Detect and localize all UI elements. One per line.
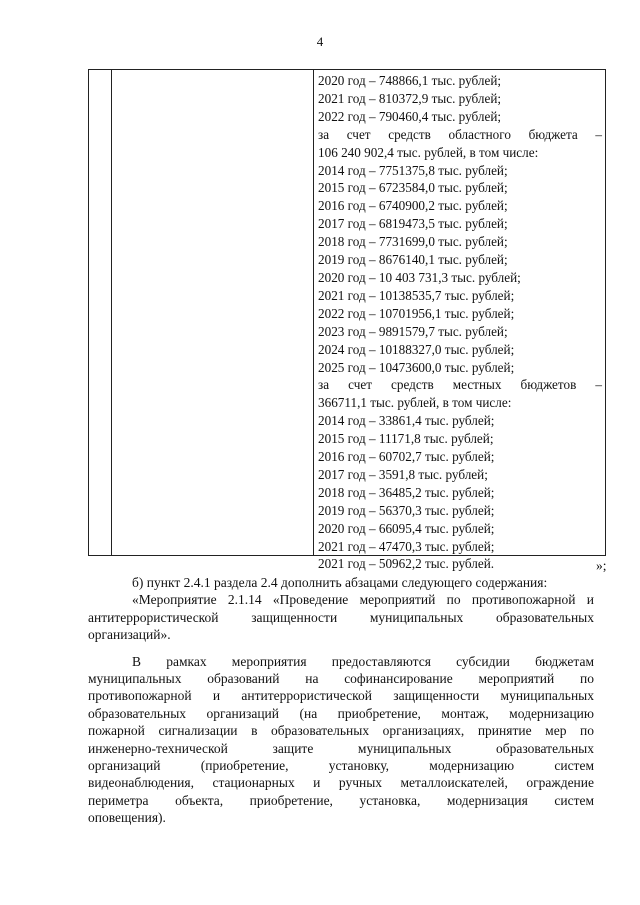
measure-description-line: образовательных организаций (на приобретение, монтаж, модернизацию <box>88 705 594 721</box>
funding-line: 2014 год – 7751375,8 тыс. рублей; <box>318 162 508 178</box>
funding-line: 2019 год – 56370,3 тыс. рублей; <box>318 502 495 518</box>
measure-title-line: «Мероприятие 2.1.14 «Проведение мероприятий по противопожарной и <box>132 592 594 608</box>
funding-line: 2020 год – 748866,1 тыс. рублей; <box>318 73 502 88</box>
funding-line: 2015 год – 11171,8 тыс. рублей; <box>318 431 494 447</box>
funding-line: 366711,1 тыс. рублей, в том числе: <box>318 395 512 411</box>
funding-line: 2017 год – 3591,8 тыс. рублей; <box>318 466 488 482</box>
funding-line: 2018 год – 36485,2 тыс. рублей; <box>318 484 495 500</box>
funding-line: 2014 год – 33861,4 тыс. рублей; <box>318 413 495 429</box>
funding-line: 2022 год – 790460,4 тыс. рублей; <box>318 108 502 124</box>
funding-line: 2017 год – 6819473,5 тыс. рублей; <box>318 216 508 232</box>
funding-line: за счет средств областного бюджета – <box>318 126 602 142</box>
funding-line: 2018 год – 7731699,0 тыс. рублей; <box>318 234 508 250</box>
funding-line: 2020 год – 10 403 731,3 тыс. рублей; <box>318 269 521 285</box>
table-column-divider <box>111 70 112 555</box>
measure-description-line: периметра объекта, приобретение, установка, модернизация систем <box>88 792 594 808</box>
measure-description-line: организаций (приобретение, установку, модернизацию систем <box>88 758 594 774</box>
table-column-divider <box>313 70 314 555</box>
measure-title <box>88 591 594 643</box>
measure-description <box>88 653 594 827</box>
funding-line: 2024 год – 10188327,0 тыс. рублей; <box>318 341 515 357</box>
funding-line: 2016 год – 6740900,2 тыс. рублей; <box>318 198 508 214</box>
measure-title-line: организаций». <box>88 627 171 643</box>
funding-line: 2023 год – 9891579,7 тыс. рублей; <box>318 323 508 339</box>
funding-line: 2016 год – 60702,7 тыс. рублей; <box>318 449 495 465</box>
measure-title-line: антитеррористической защищенности муниципальных образовательных <box>88 609 594 625</box>
funding-line: 2015 год – 6723584,0 тыс. рублей; <box>318 180 508 196</box>
funding-line: 2021 год – 810372,9 тыс. рублей; <box>318 90 502 106</box>
funding-line: 2021 год – 10138535,7 тыс. рублей; <box>318 287 515 303</box>
measure-description-line: видеонаблюдения, стационарных и ручных металлоискателей, ограждение <box>88 775 594 791</box>
document-body <box>88 574 594 827</box>
page-number: 4 <box>316 34 324 49</box>
measure-description-line: инженерно-технической защите муниципальных образовательных <box>88 740 594 756</box>
closing-quote: »; <box>596 558 607 573</box>
funding-line: 106 240 902,4 тыс. рублей, в том числе: <box>318 144 539 160</box>
funding-line: за счет средств местных бюджетов – <box>318 377 602 393</box>
measure-description-line: оповещения). <box>88 810 166 826</box>
measure-description-line: муниципальных образований на софинансирование мероприятий по <box>88 671 594 687</box>
funding-line: 2020 год – 66095,4 тыс. рублей; <box>318 520 495 536</box>
funding-details-cell <box>318 72 602 573</box>
funding-line: 2021 год – 47470,3 тыс. рублей; <box>318 538 495 554</box>
measure-description-line: пожарной сигнализации в образовательных организациях, принятие мер по <box>88 723 594 739</box>
funding-line: 2019 год – 8676140,1 тыс. рублей; <box>318 252 508 268</box>
funding-line: 2025 год – 10473600,0 тыс. рублей; <box>318 359 515 375</box>
funding-line: 2022 год – 10701956,1 тыс. рублей; <box>318 305 515 321</box>
paragraph-b: б) пункт 2.4.1 раздела 2.4 дополнить абзацами следующего содержания: <box>132 575 548 590</box>
funding-line: 2021 год – 50962,2 тыс. рублей. <box>318 556 495 572</box>
funding-table <box>88 69 606 572</box>
measure-description-line: В рамках мероприятия предоставляются субсидии бюджетам <box>132 653 594 669</box>
measure-description-line: противопожарной и антитеррористической защищенности муниципальных <box>88 688 594 704</box>
